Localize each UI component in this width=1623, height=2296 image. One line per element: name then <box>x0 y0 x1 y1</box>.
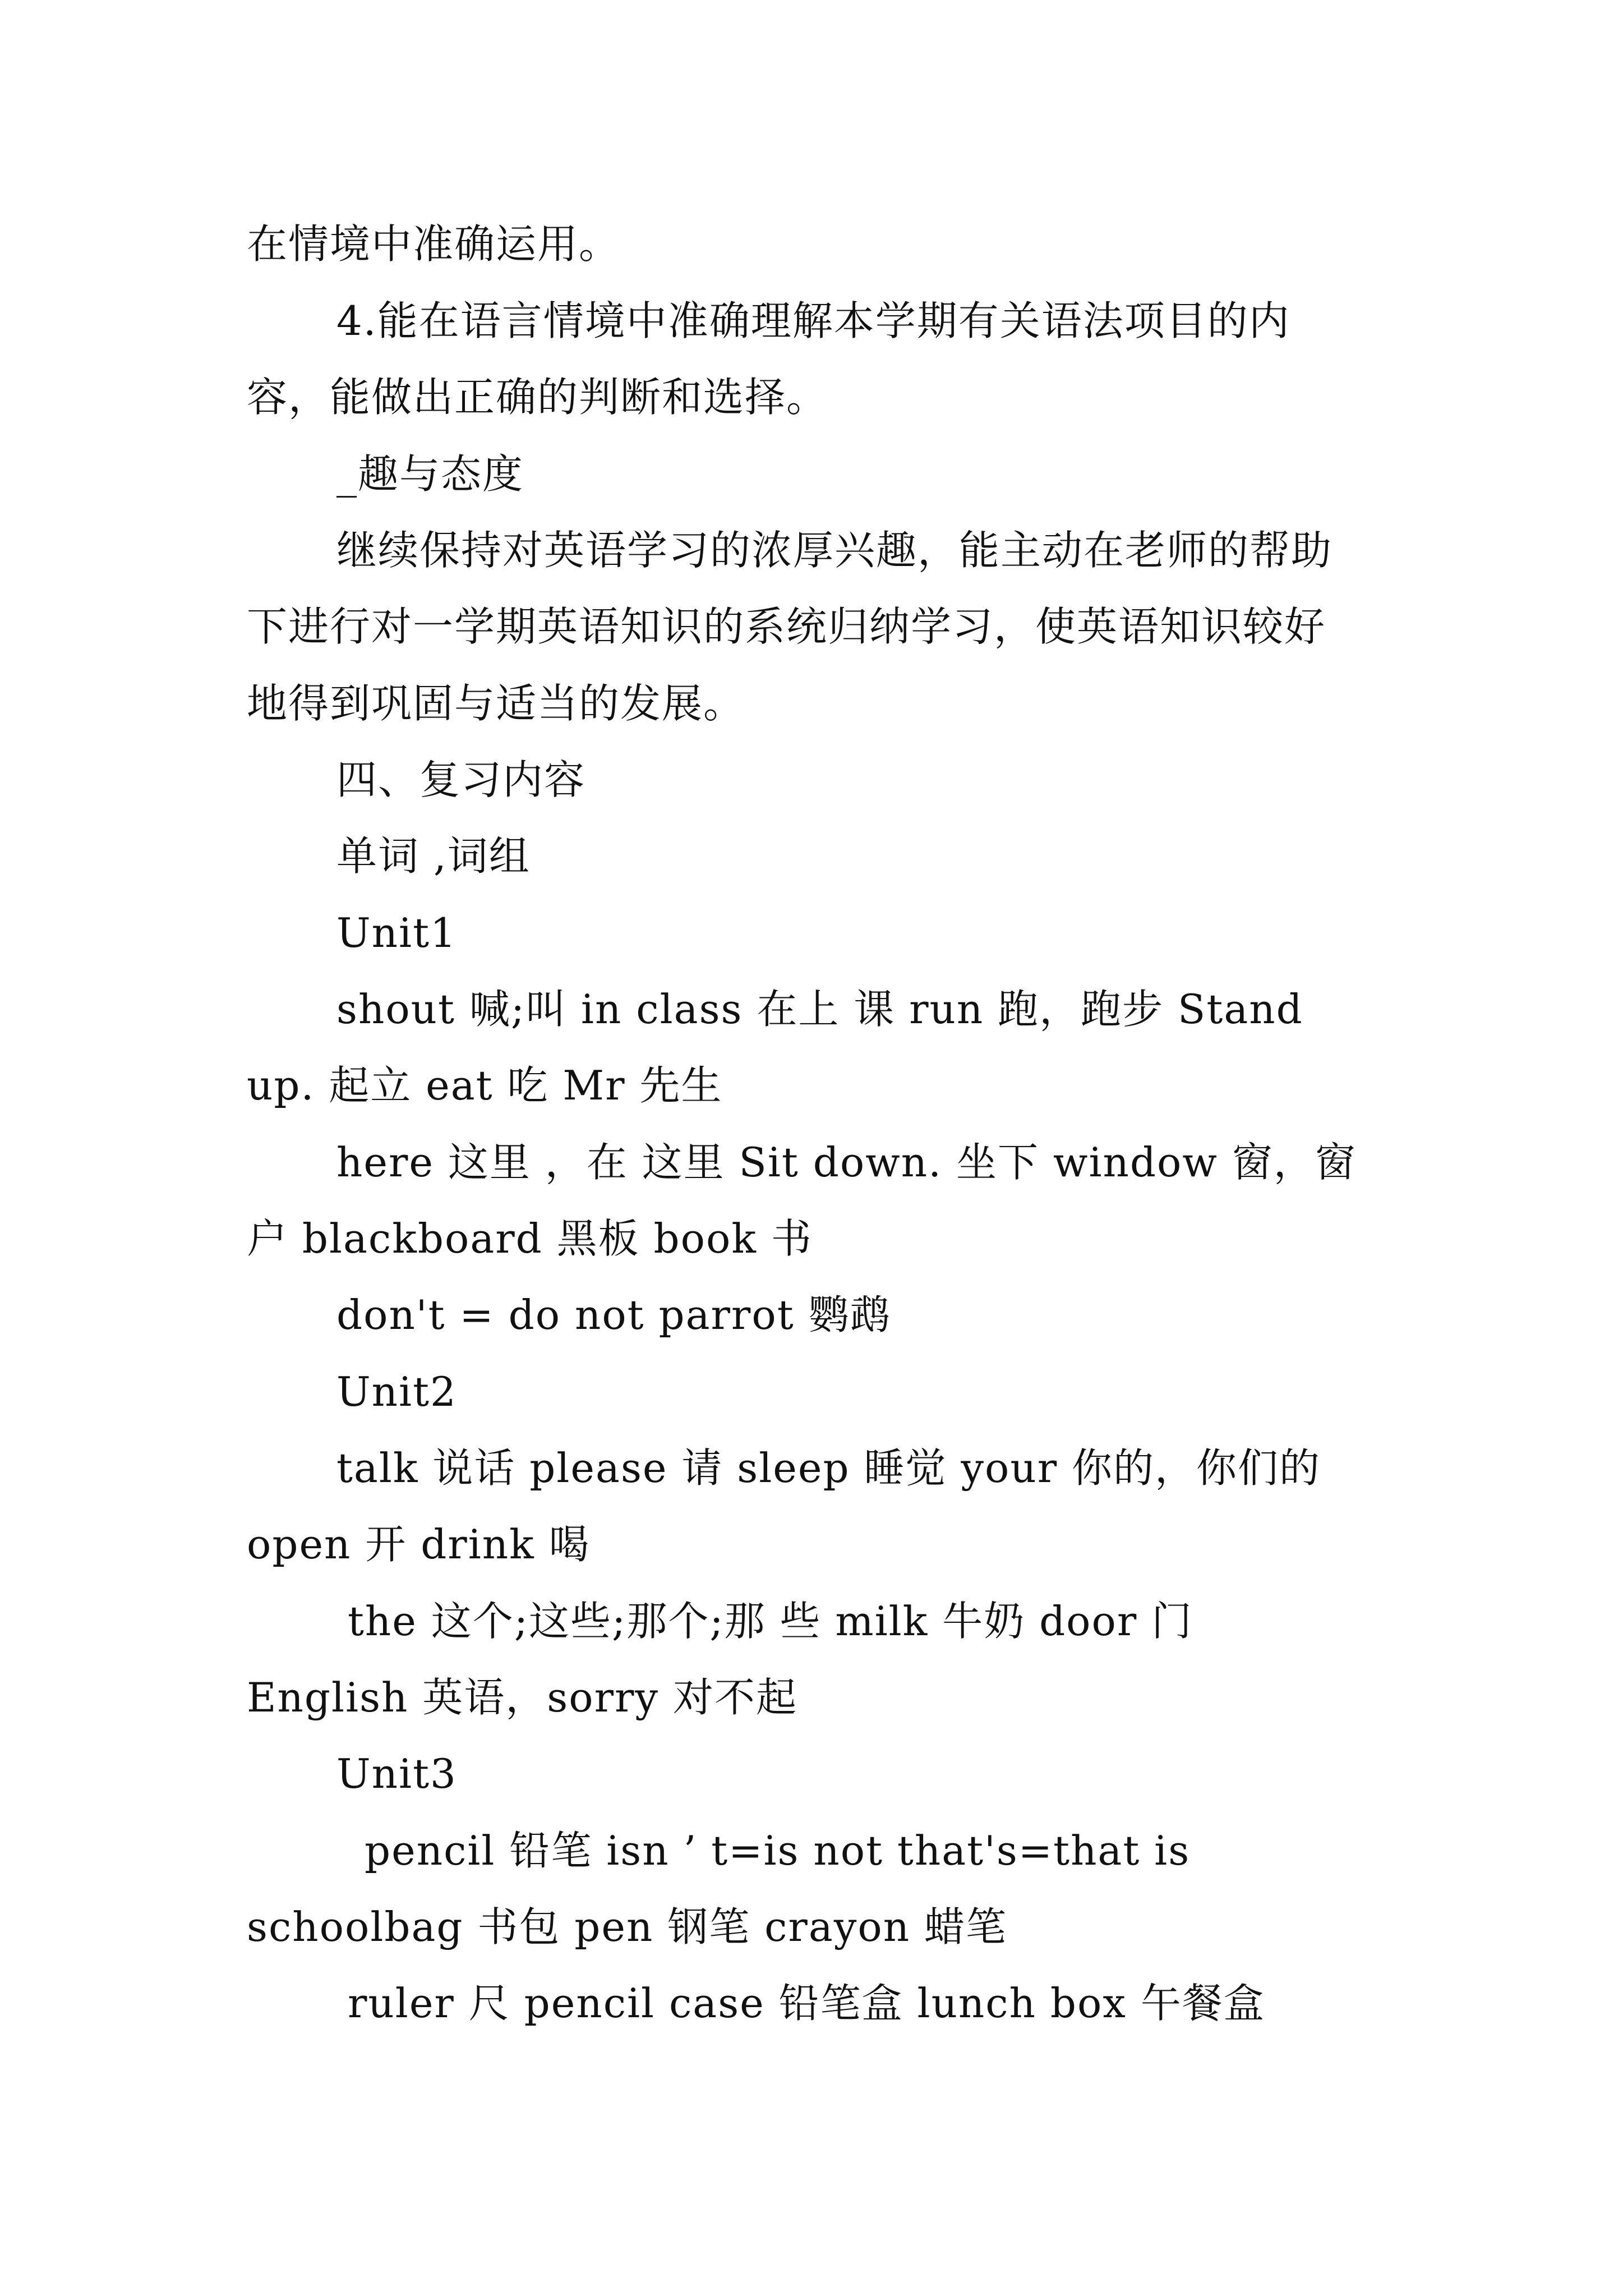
vocab-line: up. 起立 eat 吃 Mr 先生 <box>247 1062 723 1109</box>
vocab-line: ruler 尺 pencil case 铅笔盒 lunch box 午餐盒 <box>348 1980 1265 2027</box>
text-line: 下进行对一学期英语知识的系统归纳学习，使英语知识较好 <box>247 603 1326 650</box>
unit-heading: Unit2 <box>336 1368 457 1415</box>
text-line: 地得到巩固与适当的发展。 <box>247 680 745 727</box>
section-heading: _趣与态度 <box>336 450 524 498</box>
text-line: 容，能做出正确的判断和选择。 <box>247 374 828 421</box>
text-line: 继续保持对英语学习的浓厚兴趣，能主动在老师的帮助 <box>336 527 1333 574</box>
text-line: 在情境中准确运用。 <box>247 220 621 268</box>
text-line: 4.能在语言情境中准确理解本学期有关语法项目的内 <box>336 297 1290 344</box>
vocab-line: talk 说话 please 请 sleep 睡觉 your 你的，你们的 <box>336 1444 1321 1492</box>
vocab-line: pencil 铅笔 isn ’ t=is not that's=that is <box>365 1827 1191 1874</box>
vocab-line: don't = do not parrot 鹦鹉 <box>336 1291 892 1338</box>
vocab-line: 户 blackboard 黑板 book 书 <box>247 1215 813 1262</box>
unit-heading: Unit3 <box>336 1750 457 1797</box>
subsection-heading: 单词 ,词组 <box>336 832 531 880</box>
vocab-line: open 开 drink 喝 <box>247 1521 591 1568</box>
vocab-line: schoolbag 书包 pen 钢笔 crayon 蜡笔 <box>247 1903 1008 1950</box>
vocab-line: here 这里 ，在 这里 Sit down. 坐下 window 窗，窗 <box>336 1139 1357 1186</box>
vocab-line: English 英语，sorry 对不起 <box>247 1674 797 1721</box>
vocab-line: the 这个;这些;那个;那 些 milk 牛奶 door 门 <box>348 1598 1193 1645</box>
section-heading: 四、复习内容 <box>336 756 586 803</box>
unit-heading: Unit1 <box>336 909 457 956</box>
vocab-line: shout 喊;叫 in class 在上 课 run 跑，跑步 Stand <box>336 986 1303 1033</box>
